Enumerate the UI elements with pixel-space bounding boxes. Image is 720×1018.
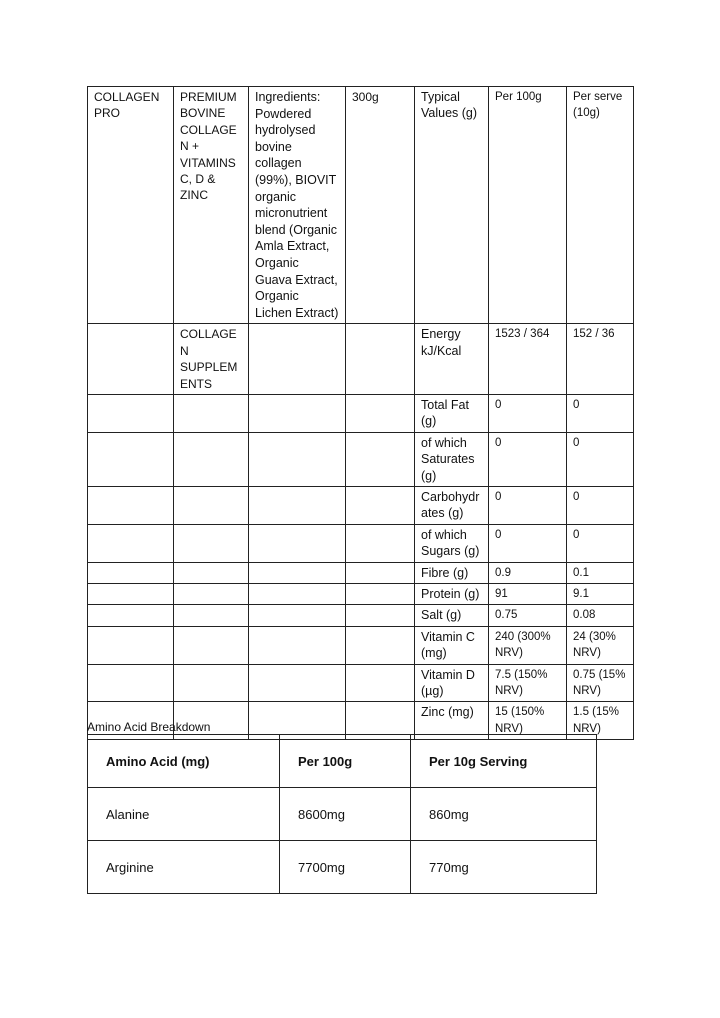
table-row — [88, 626, 634, 664]
weight-cell — [346, 524, 415, 562]
nutrient-label-cell: Energy kJ/Kcal — [415, 324, 489, 395]
per-100g-cell: Per 100g — [489, 87, 567, 324]
weight-cell — [346, 486, 415, 524]
per-serve-cell: 152 / 36 — [567, 324, 634, 395]
nutrient-label-cell: Vitamin C (mg) — [415, 626, 489, 664]
weight-cell — [346, 562, 415, 583]
product-code-cell — [88, 626, 174, 664]
nutrient-label-cell: Fibre (g) — [415, 562, 489, 583]
nutrient-label-cell: of which Saturates (g) — [415, 432, 489, 486]
product-name-cell — [174, 605, 249, 626]
product-code-cell — [88, 605, 174, 626]
weight-cell — [346, 584, 415, 605]
product-code-cell: COLLAGENPRO — [88, 87, 174, 324]
per-100g-cell: 0 — [489, 432, 567, 486]
amino-acid-name: Arginine — [88, 841, 280, 894]
amino-header-acid: Amino Acid (mg) — [88, 735, 280, 788]
nutrient-label-cell: of which Sugars (g) — [415, 524, 489, 562]
product-name-cell — [174, 664, 249, 702]
per-100g-cell: 1523 / 364 — [489, 324, 567, 395]
per-serve-cell: 0.75 (15% NRV) — [567, 664, 634, 702]
per-100g-cell: 0.9 — [489, 562, 567, 583]
amino-header-per-serving: Per 10g Serving — [411, 735, 597, 788]
amino-header-per-100g: Per 100g — [280, 735, 411, 788]
per-serve-cell: 0 — [567, 486, 634, 524]
product-code-cell — [88, 562, 174, 583]
per-100g-cell: 0 — [489, 394, 567, 432]
weight-cell — [346, 324, 415, 395]
weight-cell — [346, 664, 415, 702]
per-serve-cell: 0.1 — [567, 562, 634, 583]
per-100g-cell: 0 — [489, 486, 567, 524]
nutrient-label-cell: Vitamin D (µg) — [415, 664, 489, 702]
amino-per-100g: 7700mg — [280, 841, 411, 894]
per-100g-cell: 15 (150% NRV) — [489, 702, 567, 740]
product-name-cell — [174, 432, 249, 486]
product-name-cell: PREMIUM BOVINE COLLAGEN + VITAMINS C, D & ZINC — [174, 87, 249, 324]
nutrition-table-body — [88, 87, 634, 740]
table-row — [88, 562, 634, 583]
per-serve-cell: 1.5 (15% NRV) — [567, 702, 634, 740]
product-code-cell — [88, 432, 174, 486]
product-code-cell — [88, 664, 174, 702]
product-code-cell — [88, 486, 174, 524]
per-100g-cell: 240 (300% NRV) — [489, 626, 567, 664]
table-row — [88, 394, 634, 432]
nutrient-label-cell: Salt (g) — [415, 605, 489, 626]
table-row — [88, 524, 634, 562]
nutrient-label-cell: Carbohydrates (g) — [415, 486, 489, 524]
per-100g-cell: 0 — [489, 524, 567, 562]
product-code-cell — [88, 524, 174, 562]
ingredients-cell: Ingredients: Powdered hydrolysed bovine collagen (99%), BIOVIT organic micronutrient blend (Organic Amla Extract, Organic Guava Extract, Organic Lichen Extract) — [249, 87, 346, 324]
weight-cell — [346, 626, 415, 664]
ingredients-cell — [249, 394, 346, 432]
ingredients-cell — [249, 626, 346, 664]
amino-acid-caption: Amino Acid Breakdown — [87, 720, 211, 734]
table-row — [88, 87, 634, 324]
ingredients-cell — [249, 584, 346, 605]
product-code-cell — [88, 584, 174, 605]
table-row — [88, 664, 634, 702]
product-name-cell — [174, 394, 249, 432]
per-serve-cell: 0 — [567, 432, 634, 486]
nutrition-table — [87, 86, 634, 740]
product-name-cell — [174, 562, 249, 583]
amino-per-100g: 8600mg — [280, 788, 411, 841]
weight-cell — [346, 394, 415, 432]
per-100g-cell: 91 — [489, 584, 567, 605]
amino-per-serving: 770mg — [411, 841, 597, 894]
nutrient-label-cell: Zinc (mg) — [415, 702, 489, 740]
table-row — [88, 605, 634, 626]
ingredients-cell — [249, 664, 346, 702]
per-serve-cell: 24 (30% NRV) — [567, 626, 634, 664]
ingredients-cell — [249, 562, 346, 583]
table-row — [88, 432, 634, 486]
amino-table-header-row — [88, 735, 597, 788]
nutrient-label-cell: Typical Values (g) — [415, 87, 489, 324]
amino-acid-name: Alanine — [88, 788, 280, 841]
table-row — [88, 841, 597, 894]
table-row — [88, 584, 634, 605]
amino-acid-table — [87, 734, 597, 894]
amino-per-serving: 860mg — [411, 788, 597, 841]
ingredients-cell — [249, 605, 346, 626]
table-row — [88, 486, 634, 524]
product-code-cell — [88, 324, 174, 395]
per-serve-cell: Per serve (10g) — [567, 87, 634, 324]
nutrient-label-cell: Protein (g) — [415, 584, 489, 605]
product-name-cell — [174, 524, 249, 562]
per-serve-cell: 0.08 — [567, 605, 634, 626]
weight-cell: 300g — [346, 87, 415, 324]
product-name-cell — [174, 626, 249, 664]
per-100g-cell: 7.5 (150% NRV) — [489, 664, 567, 702]
weight-cell — [346, 605, 415, 626]
table-row — [88, 788, 597, 841]
product-name-cell — [174, 584, 249, 605]
per-serve-cell: 0 — [567, 394, 634, 432]
per-100g-cell: 0.75 — [489, 605, 567, 626]
weight-cell — [346, 432, 415, 486]
ingredients-cell — [249, 524, 346, 562]
product-name-cell — [174, 486, 249, 524]
per-serve-cell: 9.1 — [567, 584, 634, 605]
ingredients-cell — [249, 486, 346, 524]
product-name-cell: COLLAGEN SUPPLEMENTS — [174, 324, 249, 395]
per-serve-cell: 0 — [567, 524, 634, 562]
ingredients-cell — [249, 432, 346, 486]
product-code-cell — [88, 394, 174, 432]
ingredients-cell — [249, 324, 346, 395]
table-row — [88, 324, 634, 395]
nutrient-label-cell: Total Fat (g) — [415, 394, 489, 432]
